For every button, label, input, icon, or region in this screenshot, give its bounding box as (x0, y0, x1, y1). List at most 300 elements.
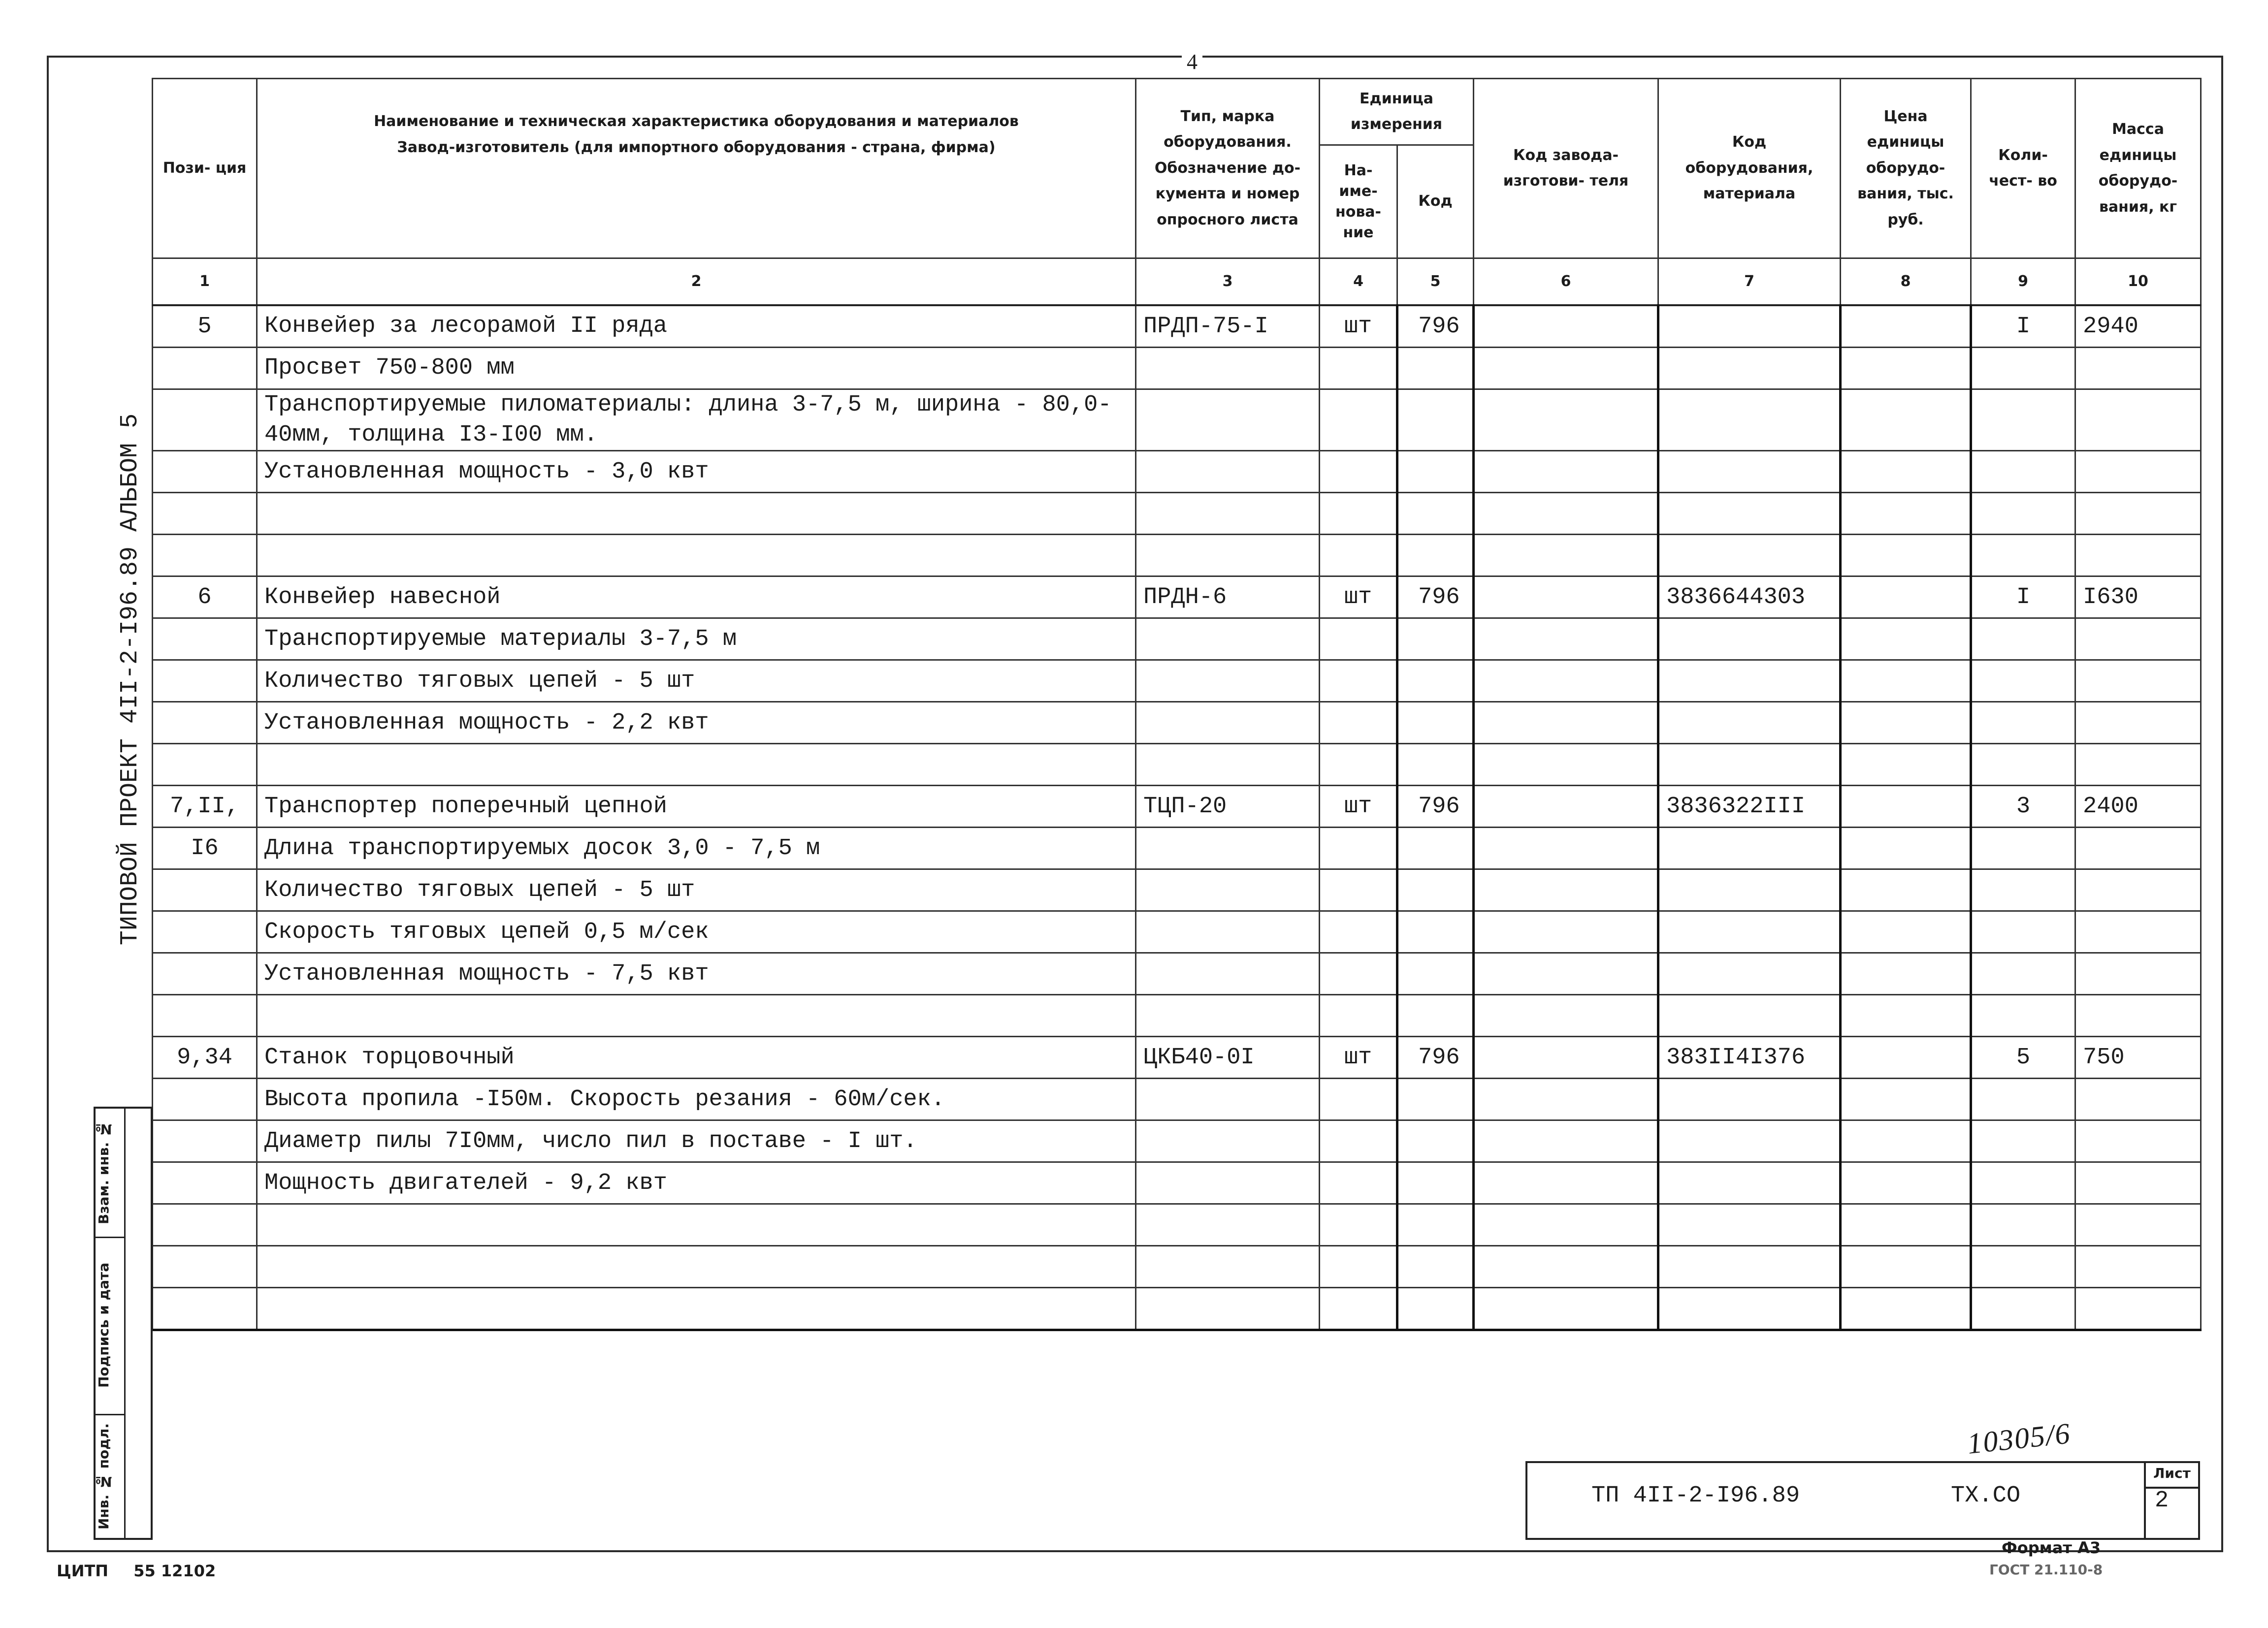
cell-unit-code (1397, 389, 1474, 451)
cell-unit-code: 796 (1397, 305, 1474, 348)
cell-position: I6 (153, 828, 257, 869)
table-row (153, 1204, 2201, 1246)
cell-price (1841, 869, 1971, 911)
cell-position: 9,34 (153, 1037, 257, 1079)
column-number: 9 (1971, 258, 2075, 306)
column-number: 8 (1841, 258, 1971, 306)
cell-price (1841, 828, 1971, 869)
header-price: Цена единицы оборудо- вания, тыс. руб. (1841, 79, 1971, 258)
cell-unit-code (1397, 348, 1474, 389)
cell-quantity (1971, 953, 2075, 995)
cell-type-mark: ПРДП-75-I (1136, 305, 1320, 348)
cell-mass (2075, 1079, 2201, 1120)
cell-position: 5 (153, 305, 257, 348)
cell-unit-code: 796 (1397, 1037, 1474, 1079)
cell-unit-code (1397, 869, 1474, 911)
cell-unit-name (1320, 911, 1397, 953)
cell-price (1841, 618, 1971, 660)
table-row (153, 1246, 2201, 1288)
cell-quantity (1971, 660, 2075, 702)
cell-unit-code (1397, 493, 1474, 535)
cell-unit-name (1320, 348, 1397, 389)
cell-position (153, 1246, 257, 1288)
cell-price (1841, 1246, 1971, 1288)
cell-quantity (1971, 348, 2075, 389)
table-row (153, 660, 2201, 702)
cell-price (1841, 786, 1971, 828)
cell-unit-name (1320, 1246, 1397, 1288)
cell-mass (2075, 702, 2201, 744)
cell-quantity (1971, 1288, 2075, 1330)
cell-quantity (1971, 828, 2075, 869)
print-code (57, 1562, 235, 1580)
cell-unit-code (1397, 995, 1474, 1037)
cell-mass (2075, 911, 2201, 953)
cell-quantity (1971, 1204, 2075, 1246)
cell-quantity (1971, 1079, 2075, 1120)
cell-unit-name (1320, 535, 1397, 576)
cell-unit-name: шт (1320, 1037, 1397, 1079)
table-row (153, 953, 2201, 995)
cell-quantity: I (1971, 305, 2075, 348)
cell-type-mark (1136, 618, 1320, 660)
cell-price (1841, 1120, 1971, 1162)
cell-position (153, 389, 257, 451)
cell-price (1841, 535, 1971, 576)
cell-equipment-code (1658, 305, 1841, 348)
cell-position (153, 618, 257, 660)
header-unit-name: На- име- нова- ние (1320, 145, 1397, 258)
cell-name: Количество тяговых цепей - 5 шт (257, 869, 1136, 911)
stamp-label-replaced-inv: Взам. инв. № (96, 1121, 112, 1224)
cell-unit-name (1320, 493, 1397, 535)
cell-equipment-code: 3836644303 (1658, 576, 1841, 618)
cell-quantity (1971, 702, 2075, 744)
cell-price (1841, 576, 1971, 618)
cell-quantity (1971, 389, 2075, 451)
cell-type-mark: ЦКБ40-0I (1136, 1037, 1320, 1079)
table-row (153, 1288, 2201, 1330)
cell-mass (2075, 535, 2201, 576)
cell-unit-code (1397, 1204, 1474, 1246)
cell-factory-code (1474, 1246, 1658, 1288)
cell-unit-name (1320, 953, 1397, 995)
cell-quantity (1971, 535, 2075, 576)
cell-unit-name (1320, 995, 1397, 1037)
cell-unit-code (1397, 1246, 1474, 1288)
cell-name: Количество тяговых цепей - 5 шт (257, 660, 1136, 702)
cell-factory-code (1474, 995, 1658, 1037)
cell-factory-code (1474, 1037, 1658, 1079)
cell-type-mark (1136, 348, 1320, 389)
cell-factory-code (1474, 535, 1658, 576)
cell-name: Диаметр пилы 7I0мм, число пил в поставе - I шт. (257, 1120, 1136, 1162)
cell-factory-code (1474, 953, 1658, 995)
sheet-box (2144, 1463, 2198, 1538)
cell-equipment-code (1658, 535, 1841, 576)
cell-equipment-code (1658, 869, 1841, 911)
cell-position: 7,II, (153, 786, 257, 828)
cell-factory-code (1474, 1204, 1658, 1246)
cell-type-mark (1136, 389, 1320, 451)
cell-unit-name (1320, 451, 1397, 493)
cell-type-mark (1136, 451, 1320, 493)
cell-unit-name (1320, 702, 1397, 744)
cell-price (1841, 305, 1971, 348)
cell-unit-code (1397, 744, 1474, 786)
cell-name (257, 493, 1136, 535)
page-number: 4 (1182, 49, 1202, 74)
cell-factory-code (1474, 869, 1658, 911)
cell-type-mark (1136, 493, 1320, 535)
cell-name: Конвейер за лесорамой II ряда (257, 305, 1136, 348)
cell-mass (2075, 744, 2201, 786)
column-number: 5 (1397, 258, 1474, 306)
cell-price (1841, 1162, 1971, 1204)
cell-price (1841, 911, 1971, 953)
title-document-mark: ТХ.СО (1951, 1483, 2021, 1509)
cell-type-mark (1136, 1204, 1320, 1246)
cell-type-mark (1136, 535, 1320, 576)
cell-quantity (1971, 911, 2075, 953)
column-number: 7 (1658, 258, 1841, 306)
cell-factory-code (1474, 576, 1658, 618)
cell-name (257, 744, 1136, 786)
table-row (153, 493, 2201, 535)
table-row (153, 1120, 2201, 1162)
cell-unit-code (1397, 660, 1474, 702)
cell-equipment-code (1658, 1079, 1841, 1120)
cell-price (1841, 1204, 1971, 1246)
cell-factory-code (1474, 744, 1658, 786)
cell-name: Высота пропила -I50м. Скорость резания - 60м/сек. (257, 1079, 1136, 1120)
cell-type-mark (1136, 1162, 1320, 1204)
cell-unit-name (1320, 828, 1397, 869)
cell-position: 6 (153, 576, 257, 618)
cell-type-mark (1136, 744, 1320, 786)
cell-equipment-code (1658, 1120, 1841, 1162)
cell-mass: I630 (2075, 576, 2201, 618)
cell-name (257, 1204, 1136, 1246)
cell-mass (2075, 389, 2201, 451)
cell-type-mark (1136, 1079, 1320, 1120)
cell-price (1841, 1079, 1971, 1120)
stamp-label-original-inv: Инв. № подл. (96, 1423, 112, 1530)
cell-name: Установленная мощность - 7,5 квт (257, 953, 1136, 995)
header-position: Пози- ция (153, 79, 257, 258)
cell-position (153, 1204, 257, 1246)
title-project-code: ТП 4II-2-I96.89 (1591, 1483, 1800, 1509)
gost-label: ГОСТ 21.110-8 (1989, 1562, 2103, 1578)
table-row (153, 1162, 2201, 1204)
cell-name (257, 535, 1136, 576)
cell-position (153, 995, 257, 1037)
cell-position (153, 744, 257, 786)
table-row (153, 348, 2201, 389)
cell-mass (2075, 618, 2201, 660)
cell-equipment-code (1658, 995, 1841, 1037)
cell-mass (2075, 828, 2201, 869)
cell-type-mark (1136, 869, 1320, 911)
cell-price (1841, 451, 1971, 493)
cell-unit-code (1397, 702, 1474, 744)
specification-table (152, 78, 2202, 1331)
column-number-row (153, 258, 2201, 306)
table-row (153, 869, 2201, 911)
column-number: 3 (1136, 258, 1320, 306)
cell-factory-code (1474, 1162, 1658, 1204)
table-row (153, 786, 2201, 828)
cell-equipment-code (1658, 389, 1841, 451)
cell-price (1841, 1037, 1971, 1079)
cell-type-mark (1136, 995, 1320, 1037)
header-quantity: Коли- чест- во (1971, 79, 2075, 258)
cell-unit-code (1397, 911, 1474, 953)
cell-equipment-code (1658, 1162, 1841, 1204)
cell-factory-code (1474, 660, 1658, 702)
cell-unit-code (1397, 1288, 1474, 1330)
cell-type-mark (1136, 1246, 1320, 1288)
cell-equipment-code (1658, 660, 1841, 702)
cell-mass (2075, 869, 2201, 911)
cell-type-mark (1136, 828, 1320, 869)
cell-factory-code (1474, 1120, 1658, 1162)
cell-name: Станок торцовочный (257, 1037, 1136, 1079)
cell-unit-name: шт (1320, 576, 1397, 618)
cell-quantity (1971, 493, 2075, 535)
cell-name: Транспортируемые пиломатериалы: длина 3-7,5 м, ширина - 80,0-40мм, толщина I3-I00 мм. (257, 389, 1136, 451)
column-number: 6 (1474, 258, 1658, 306)
cell-factory-code (1474, 786, 1658, 828)
cell-factory-code (1474, 618, 1658, 660)
cell-position (153, 660, 257, 702)
cell-name: Мощность двигателей - 9,2 квт (257, 1162, 1136, 1204)
stamp-divider (124, 1109, 126, 1538)
cell-equipment-code: 383II4I376 (1658, 1037, 1841, 1079)
column-number: 2 (257, 258, 1136, 306)
cell-unit-code: 796 (1397, 576, 1474, 618)
cell-factory-code (1474, 1288, 1658, 1330)
cell-factory-code (1474, 305, 1658, 348)
cell-quantity (1971, 744, 2075, 786)
cell-unit-name (1320, 1288, 1397, 1330)
cell-equipment-code (1658, 744, 1841, 786)
cell-equipment-code (1658, 493, 1841, 535)
cell-unit-code (1397, 618, 1474, 660)
header-mass: Масса единицы оборудо- вания, кг (2075, 79, 2201, 258)
cell-unit-name (1320, 660, 1397, 702)
cell-quantity: 5 (1971, 1037, 2075, 1079)
table-row (153, 744, 2201, 786)
cell-quantity: I (1971, 576, 2075, 618)
cell-factory-code (1474, 828, 1658, 869)
cell-equipment-code (1658, 451, 1841, 493)
cell-unit-name (1320, 1162, 1397, 1204)
cell-factory-code (1474, 493, 1658, 535)
cell-unit-code (1397, 828, 1474, 869)
cell-unit-name (1320, 1204, 1397, 1246)
cell-name: Длина транспортируемых досок 3,0 - 7,5 м (257, 828, 1136, 869)
cell-name: Транспортер поперечный цепной (257, 786, 1136, 828)
column-number: 4 (1320, 258, 1397, 306)
cell-position (153, 869, 257, 911)
column-number: 10 (2075, 258, 2201, 306)
cell-mass (2075, 995, 2201, 1037)
cell-price (1841, 702, 1971, 744)
cell-unit-code (1397, 451, 1474, 493)
cell-type-mark (1136, 702, 1320, 744)
sheet-label: Лист (2153, 1465, 2191, 1481)
cell-mass (2075, 1162, 2201, 1204)
cell-position (153, 451, 257, 493)
cell-name: Установленная мощность - 3,0 квт (257, 451, 1136, 493)
cell-mass (2075, 1204, 2201, 1246)
cell-name (257, 1246, 1136, 1288)
cell-quantity (1971, 995, 2075, 1037)
cell-unit-name (1320, 744, 1397, 786)
cell-equipment-code (1658, 618, 1841, 660)
cell-equipment-code (1658, 702, 1841, 744)
header-unit: Единица измерения (1320, 79, 1474, 145)
format-label: Формат А3 (2002, 1538, 2101, 1557)
cell-position (153, 348, 257, 389)
cell-quantity (1971, 1162, 2075, 1204)
table-row (153, 828, 2201, 869)
cell-mass (2075, 1288, 2201, 1330)
cell-unit-code (1397, 535, 1474, 576)
cell-unit-code (1397, 1120, 1474, 1162)
header-name-line2: Завод-изготовитель (для импортного оборудования - страна, фирма) (397, 138, 996, 156)
cell-equipment-code: 3836322III (1658, 786, 1841, 828)
cell-name: Конвейер навесной (257, 576, 1136, 618)
cell-type-mark: ПРДН-6 (1136, 576, 1320, 618)
table-row (153, 576, 2201, 618)
cell-equipment-code (1658, 1246, 1841, 1288)
cell-mass (2075, 660, 2201, 702)
table-row (153, 1037, 2201, 1079)
header-factory-code: Код завода- изготови- теля (1474, 79, 1658, 258)
side-title: ТИПОВОЙ ПРОЕКТ 4II-2-I96.89 АЛЬБОМ 5 (116, 413, 144, 946)
print-code-org: ЦИТП (57, 1562, 109, 1580)
cell-factory-code (1474, 389, 1658, 451)
cell-equipment-code (1658, 911, 1841, 953)
title-block (1525, 1461, 2200, 1540)
cell-unit-name (1320, 1120, 1397, 1162)
cell-unit-code (1397, 953, 1474, 995)
column-number: 1 (153, 258, 257, 306)
cell-unit-name: шт (1320, 786, 1397, 828)
cell-price (1841, 1288, 1971, 1330)
header-name (257, 79, 1136, 258)
cell-position (153, 1288, 257, 1330)
cell-position (153, 1120, 257, 1162)
cell-name (257, 1288, 1136, 1330)
cell-name: Установленная мощность - 2,2 квт (257, 702, 1136, 744)
cell-price (1841, 389, 1971, 451)
cell-type-mark (1136, 953, 1320, 995)
table-row (153, 305, 2201, 348)
header-type: Тип, марка оборудования. Обозначение до- кумента и номер опросного листа (1136, 79, 1320, 258)
cell-mass (2075, 1246, 2201, 1288)
cell-quantity: 3 (1971, 786, 2075, 828)
header-name-line1: Наименование и техническая характеристика оборудования и материалов (374, 113, 1019, 130)
cell-mass (2075, 1120, 2201, 1162)
cell-name: Просвет 750-800 мм (257, 348, 1136, 389)
cell-position (153, 493, 257, 535)
cell-type-mark: ТЦП-20 (1136, 786, 1320, 828)
table-row (153, 1079, 2201, 1120)
cell-position (153, 1162, 257, 1204)
cell-unit-code (1397, 1079, 1474, 1120)
cell-position (153, 911, 257, 953)
table-row (153, 535, 2201, 576)
header-equipment-code: Код оборудования, материала (1658, 79, 1841, 258)
cell-price (1841, 493, 1971, 535)
cell-mass: 750 (2075, 1037, 2201, 1079)
table-row (153, 911, 2201, 953)
cell-position (153, 702, 257, 744)
stamp-label-signature-date: Подпись и дата (96, 1262, 112, 1388)
cell-mass: 2400 (2075, 786, 2201, 828)
cell-mass (2075, 493, 2201, 535)
cell-quantity (1971, 1246, 2075, 1288)
cell-type-mark (1136, 911, 1320, 953)
table-row (153, 995, 2201, 1037)
cell-name (257, 995, 1136, 1037)
cell-unit-name: шт (1320, 305, 1397, 348)
table-row (153, 702, 2201, 744)
cell-mass: 2940 (2075, 305, 2201, 348)
cell-quantity (1971, 869, 2075, 911)
cell-price (1841, 660, 1971, 702)
cell-name: Транспортируемые материалы 3-7,5 м (257, 618, 1136, 660)
approval-stamp (94, 1107, 153, 1540)
header-unit-code: Код (1397, 145, 1474, 258)
sheet-divider (2146, 1487, 2198, 1489)
cell-price (1841, 348, 1971, 389)
cell-quantity (1971, 451, 2075, 493)
print-code-number: 55 12102 (133, 1562, 216, 1580)
cell-price (1841, 953, 1971, 995)
cell-factory-code (1474, 1079, 1658, 1120)
cell-mass (2075, 953, 2201, 995)
cell-position (153, 535, 257, 576)
cell-mass (2075, 451, 2201, 493)
cell-position (153, 953, 257, 995)
table-row (153, 451, 2201, 493)
cell-quantity (1971, 618, 2075, 660)
cell-position (153, 1079, 257, 1120)
cell-factory-code (1474, 451, 1658, 493)
cell-unit-code (1397, 1162, 1474, 1204)
cell-unit-name (1320, 1079, 1397, 1120)
cell-factory-code (1474, 348, 1658, 389)
cell-equipment-code (1658, 1204, 1841, 1246)
cell-equipment-code (1658, 953, 1841, 995)
cell-unit-code: 796 (1397, 786, 1474, 828)
cell-equipment-code (1658, 828, 1841, 869)
handwritten-number: 10305/6 (1966, 1417, 2073, 1460)
table-row (153, 389, 2201, 451)
cell-mass (2075, 348, 2201, 389)
cell-factory-code (1474, 702, 1658, 744)
cell-equipment-code (1658, 348, 1841, 389)
sheet-number: 2 (2155, 1488, 2169, 1514)
cell-equipment-code (1658, 1288, 1841, 1330)
cell-type-mark (1136, 660, 1320, 702)
cell-type-mark (1136, 1120, 1320, 1162)
cell-price (1841, 995, 1971, 1037)
